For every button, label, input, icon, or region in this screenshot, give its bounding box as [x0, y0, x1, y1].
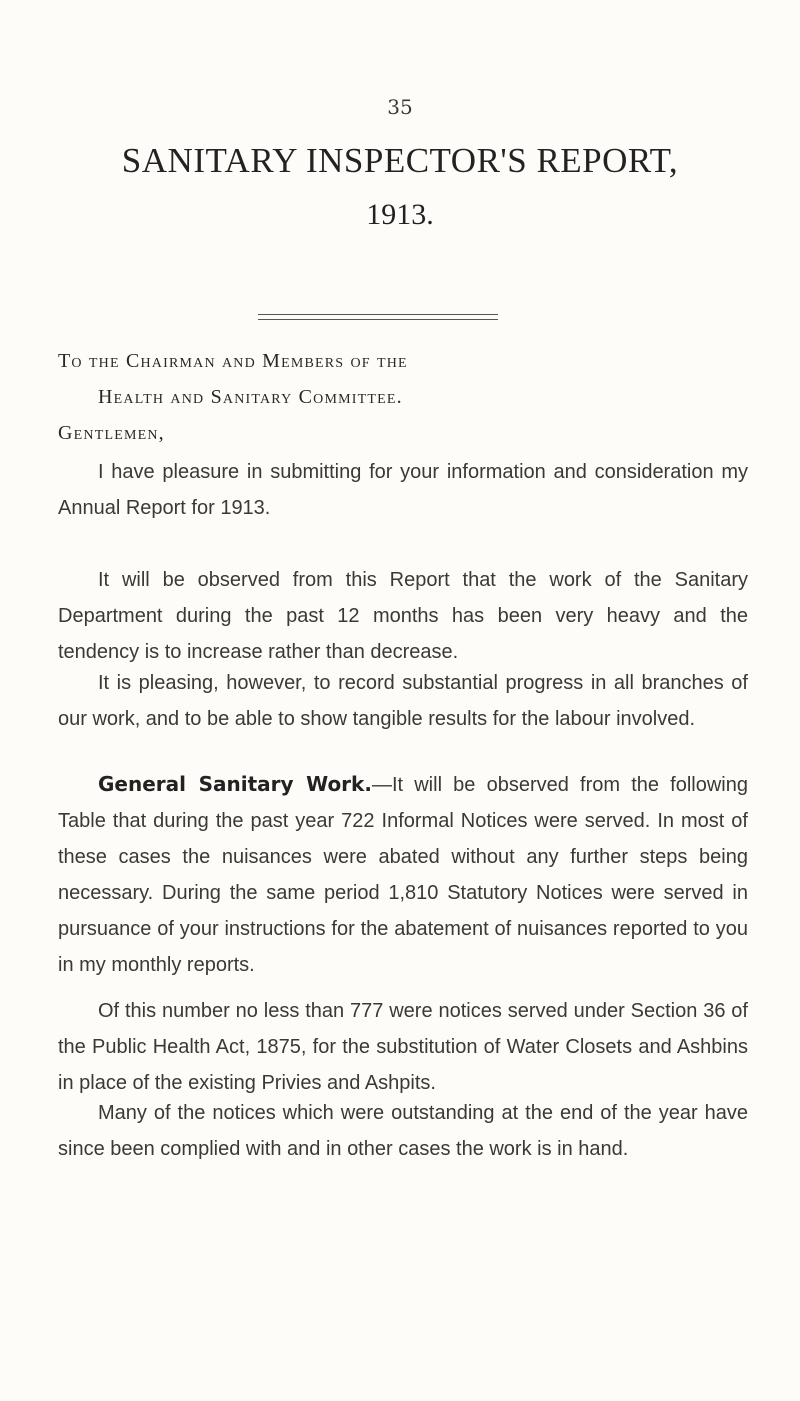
- paragraph-section-36: [58, 993, 748, 1101]
- paragraph-outstanding-notices-text: Many of the notices which were outstanding at the end of the year have since been complied with and in other cases the work is in hand.: [58, 1102, 748, 1160]
- section-heading-general-sanitary-work: General Sanitary Work.: [98, 772, 372, 796]
- paragraph-intro: [58, 454, 748, 526]
- report-title: SANITARY INSPECTOR'S REPORT,: [121, 141, 679, 180]
- salutation-line-1: To the Chairman and Members of the: [58, 350, 408, 372]
- paragraph-intro-text: I have pleasure in submitting for your information and consideration my Annual Report for 1913.: [58, 461, 748, 519]
- paragraph-outstanding-notices: [58, 1095, 748, 1167]
- report-year: 1913.: [366, 198, 434, 231]
- paragraph-workload-text: It will be observed from this Report that the work of the Sanitary Department during the past 12 months has been very heavy and the tendency is to increase rather than decrease.: [58, 569, 748, 663]
- title-divider-top: [258, 314, 498, 315]
- paragraph-progress: [58, 665, 748, 737]
- title-divider-bottom: [258, 319, 498, 320]
- page-number: 35: [387, 95, 413, 119]
- salutation-line-2: Health and Sanitary Committee.: [98, 386, 403, 408]
- paragraph-progress-text: It is pleasing, however, to record substantial progress in all branches of our work, and to be able to show tangible results for the labour involved.: [58, 672, 748, 730]
- paragraph-general-sanitary-work: [58, 766, 748, 983]
- paragraph-section-36-text: Of this number no less than 777 were notices served under Section 36 of the Public Health Act, 1875, for the substitution of Water Closets and Ashbins in place of the existing Privies and Ashpits.: [58, 1000, 748, 1094]
- paragraph-general-sanitary-work-text: —It will be observed from the following Table that during the past year 722 Informal Notices were served. In most of these cases the nuisances were abated without any further steps being necessary. During the same period 1,810 Statutory Notices were served in pursuance of your instructions for the abatement of nuisances reported to you in my monthly reports.: [58, 774, 748, 976]
- paragraph-workload: [58, 562, 748, 670]
- salutation-greeting: Gentlemen,: [58, 422, 165, 444]
